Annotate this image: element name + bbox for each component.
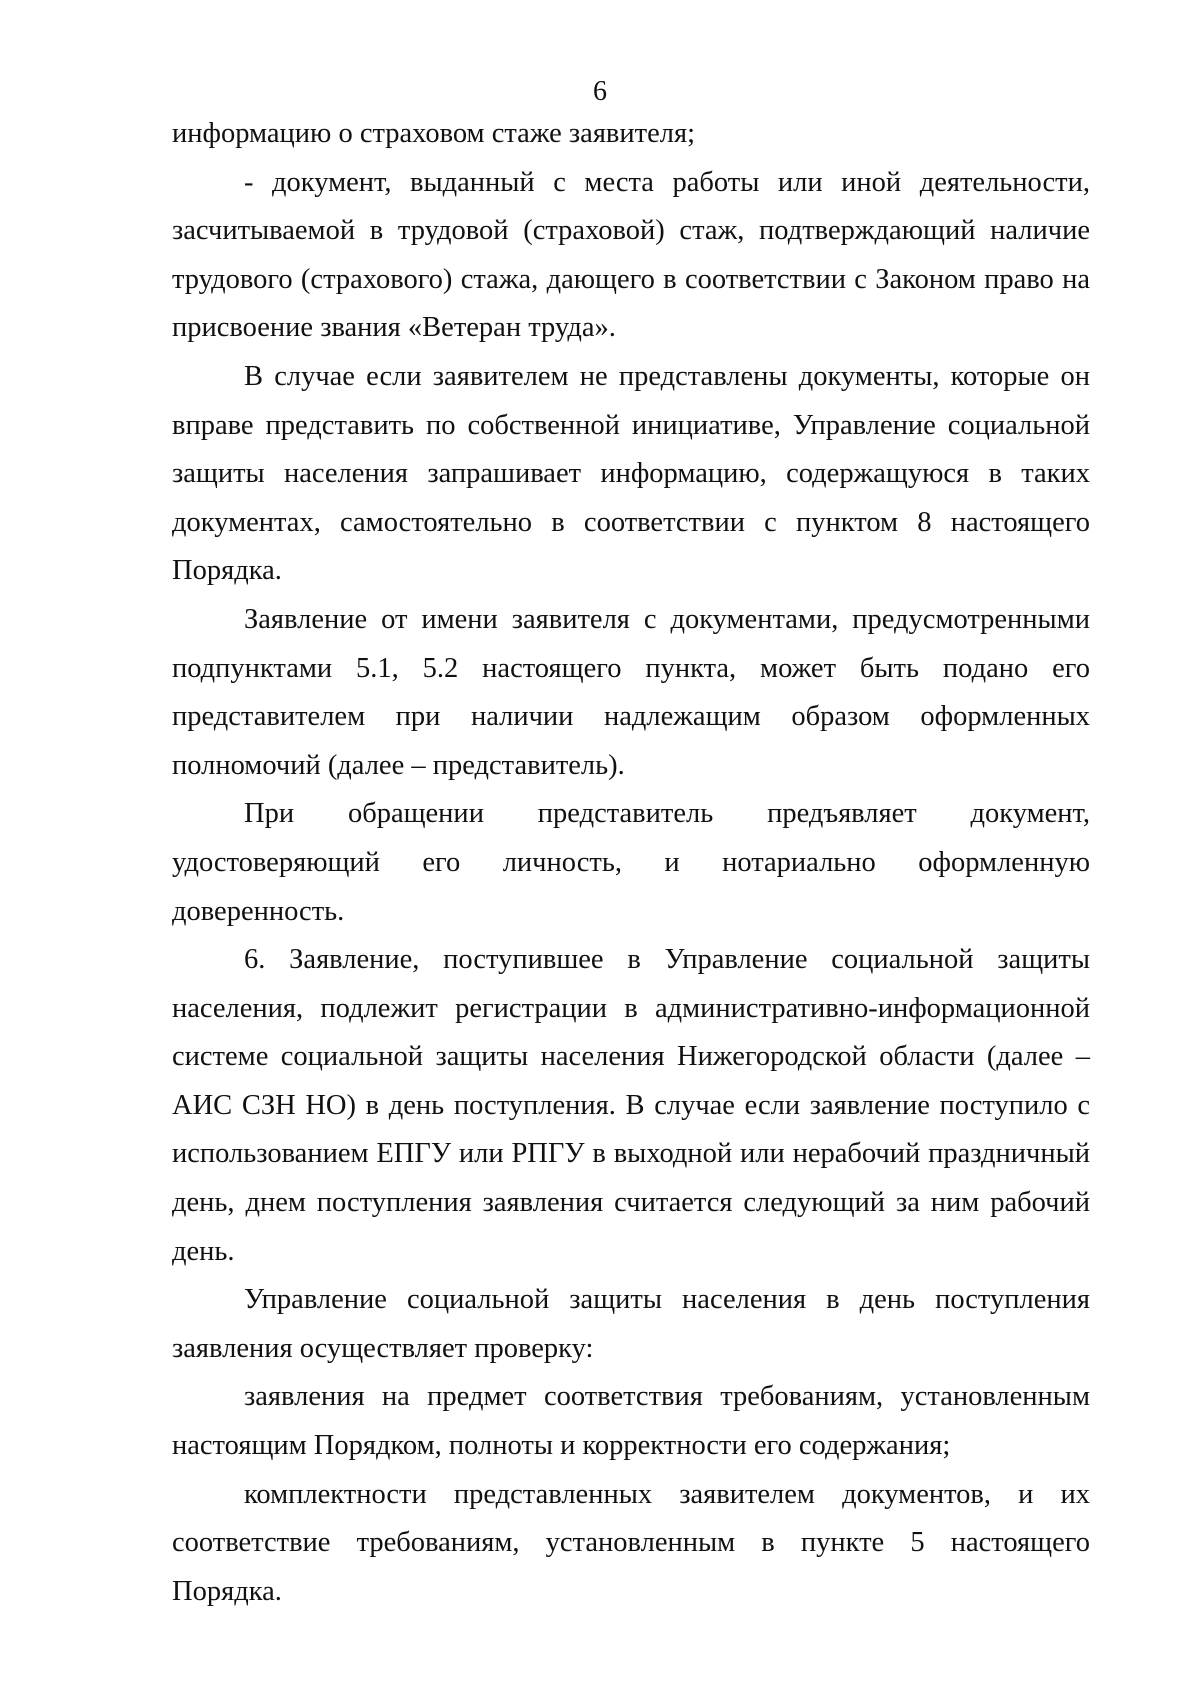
paragraph-6: 6. Заявление, поступившее в Управление социальной защиты населения, подлежит регистрации в административно-информационной системе социальной защиты населения Нижегородской области (далее – АИС СЗН НО) в день поступления. В случае если заявление поступило с использованием ЕПГУ или РПГУ в выходной или нерабочий праздничный день, днем поступления заявления считается следующий за ним рабочий день. xyxy=(172,944,1090,1267)
paragraph-7: Управление социальной защиты населения в день поступления заявления осуществляет проверку: xyxy=(172,1284,1090,1364)
paragraph-8: заявления на предмет соответствия требованиям, установленным настоящим Порядком, полноты и корректности его содержания; xyxy=(172,1381,1090,1462)
document-body xyxy=(172,110,1090,1616)
paragraph-2: - документ, выданный с места работы или иной деятельности, засчитываемой в трудовой (страховой) стаж, подтверждающий наличие трудового (страхового) стажа, дающего в соответствии с Законом право на присвоение звания «Ветеран труда». xyxy=(172,166,1090,344)
paragraph-5: При обращении представитель предъявляет документ, удостоверяющий его личность, и нотариально оформленную доверенность. xyxy=(172,798,1090,927)
paragraph-4: Заявление от имени заявителя с документами, предусмотренными подпунктами 5.1, 5.2 настоящего пункта, может быть подано его представителем при наличии надлежащим образом оформленных полномочий (далее – представитель). xyxy=(172,603,1090,781)
paragraph-3: В случае если заявителем не представлены документы, которые он вправе представить по собственной инициативе, Управление социальной защиты населения запрашивает информацию, содержащуюся в таких документах, самостоятельно в соответствии с пунктом 8 настоящего Порядка. xyxy=(172,360,1090,587)
page-number: 6 xyxy=(593,76,607,107)
paragraph-9: комплектности представленных заявителем документов, и их соответствие требованиям, установленным в пункте 5 настоящего Порядка. xyxy=(172,1478,1090,1607)
paragraph-1: информацию о страховом стаже заявителя; xyxy=(172,118,695,149)
